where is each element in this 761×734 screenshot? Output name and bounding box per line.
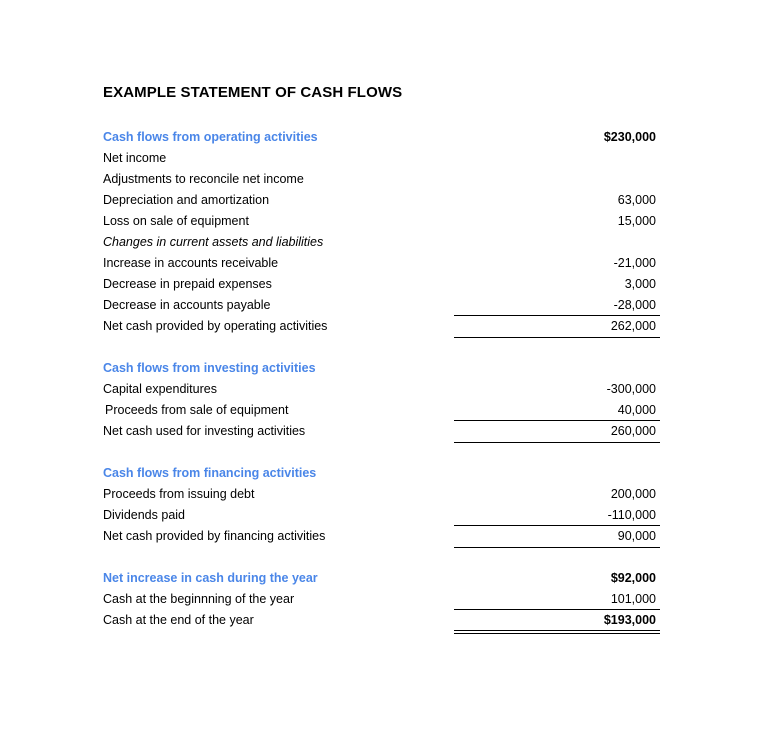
operating-total-rule <box>454 337 660 338</box>
proceeds-amount: 40,000 <box>617 403 656 417</box>
capex-row <box>103 379 659 400</box>
end-row <box>103 610 659 631</box>
net-income-row <box>103 148 659 169</box>
operating-heading: Cash flows from operating activities <box>103 130 318 144</box>
increase-row <box>103 568 659 589</box>
operating-heading-amount: $230,000 <box>603 130 656 144</box>
financing-total-rule <box>454 547 660 548</box>
increase-label: Net increase in cash during the year <box>103 571 318 585</box>
financing-net-row <box>103 526 659 547</box>
receivable-amount: -21,000 <box>613 256 656 270</box>
depreciation-row <box>103 190 659 211</box>
beginning-row <box>103 589 659 610</box>
investing-heading-row <box>103 358 659 379</box>
operating-net-amount: 262,000 <box>610 319 656 333</box>
payable-row <box>103 295 659 316</box>
end-label: Cash at the end of the year <box>103 613 254 627</box>
investing-net-row <box>103 421 659 442</box>
operating-net-label: Net cash provided by operating activities <box>103 319 328 333</box>
debt-row <box>103 484 659 505</box>
debt-label: Proceeds from issuing debt <box>103 487 255 501</box>
dividends-label: Dividends paid <box>103 508 185 522</box>
depreciation-label: Depreciation and amortization <box>103 193 270 207</box>
increase-amount: $92,000 <box>610 571 656 585</box>
financing-heading: Cash flows from financing activities <box>103 466 317 480</box>
dividends-amount: -110,000 <box>607 508 656 522</box>
adjustments-label: Adjustments to reconcile net income <box>103 172 304 186</box>
payable-amount: -28,000 <box>613 298 656 312</box>
page-title: EXAMPLE STATEMENT OF CASH FLOWS <box>103 84 403 101</box>
loss-sale-row <box>103 211 659 232</box>
beginning-label: Cash at the beginnning of the year <box>103 592 295 606</box>
changes-label: Changes in current assets and liabilities <box>103 235 324 249</box>
dividends-row <box>103 505 659 526</box>
investing-net-label: Net cash used for investing activities <box>103 424 306 438</box>
grand-total-double-rule <box>454 630 660 634</box>
capex-amount: -300,000 <box>606 382 656 396</box>
beginning-amount: 101,000 <box>610 592 656 606</box>
prepaid-amount: 3,000 <box>624 277 656 291</box>
debt-amount: 200,000 <box>610 487 656 501</box>
loss-sale-amount: 15,000 <box>617 214 656 228</box>
net-income-label: Net income <box>103 151 167 165</box>
financing-net-amount: 90,000 <box>617 529 656 543</box>
receivable-row <box>103 253 659 274</box>
operating-net-row <box>103 316 659 337</box>
operating-heading-row <box>103 127 659 148</box>
payable-label: Decrease in accounts payable <box>103 298 271 312</box>
receivable-label: Increase in accounts receivable <box>103 256 279 270</box>
proceeds-label: Proceeds from sale of equipment <box>105 403 289 417</box>
prepaid-label: Decrease in prepaid expenses <box>103 277 272 291</box>
depreciation-amount: 63,000 <box>617 193 656 207</box>
loss-sale-label: Loss on sale of equipment <box>103 214 249 228</box>
investing-net-amount: 260,000 <box>610 424 656 438</box>
prepaid-row <box>103 274 659 295</box>
capex-label: Capital expenditures <box>103 382 217 396</box>
adjustments-row <box>103 169 659 190</box>
changes-row <box>103 232 659 253</box>
investing-heading: Cash flows from investing activities <box>103 361 316 375</box>
financing-net-label: Net cash provided by financing activities <box>103 529 326 543</box>
financing-heading-row <box>103 463 659 484</box>
investing-total-rule <box>454 442 660 443</box>
end-amount: $193,000 <box>603 613 656 627</box>
proceeds-row <box>103 400 659 421</box>
